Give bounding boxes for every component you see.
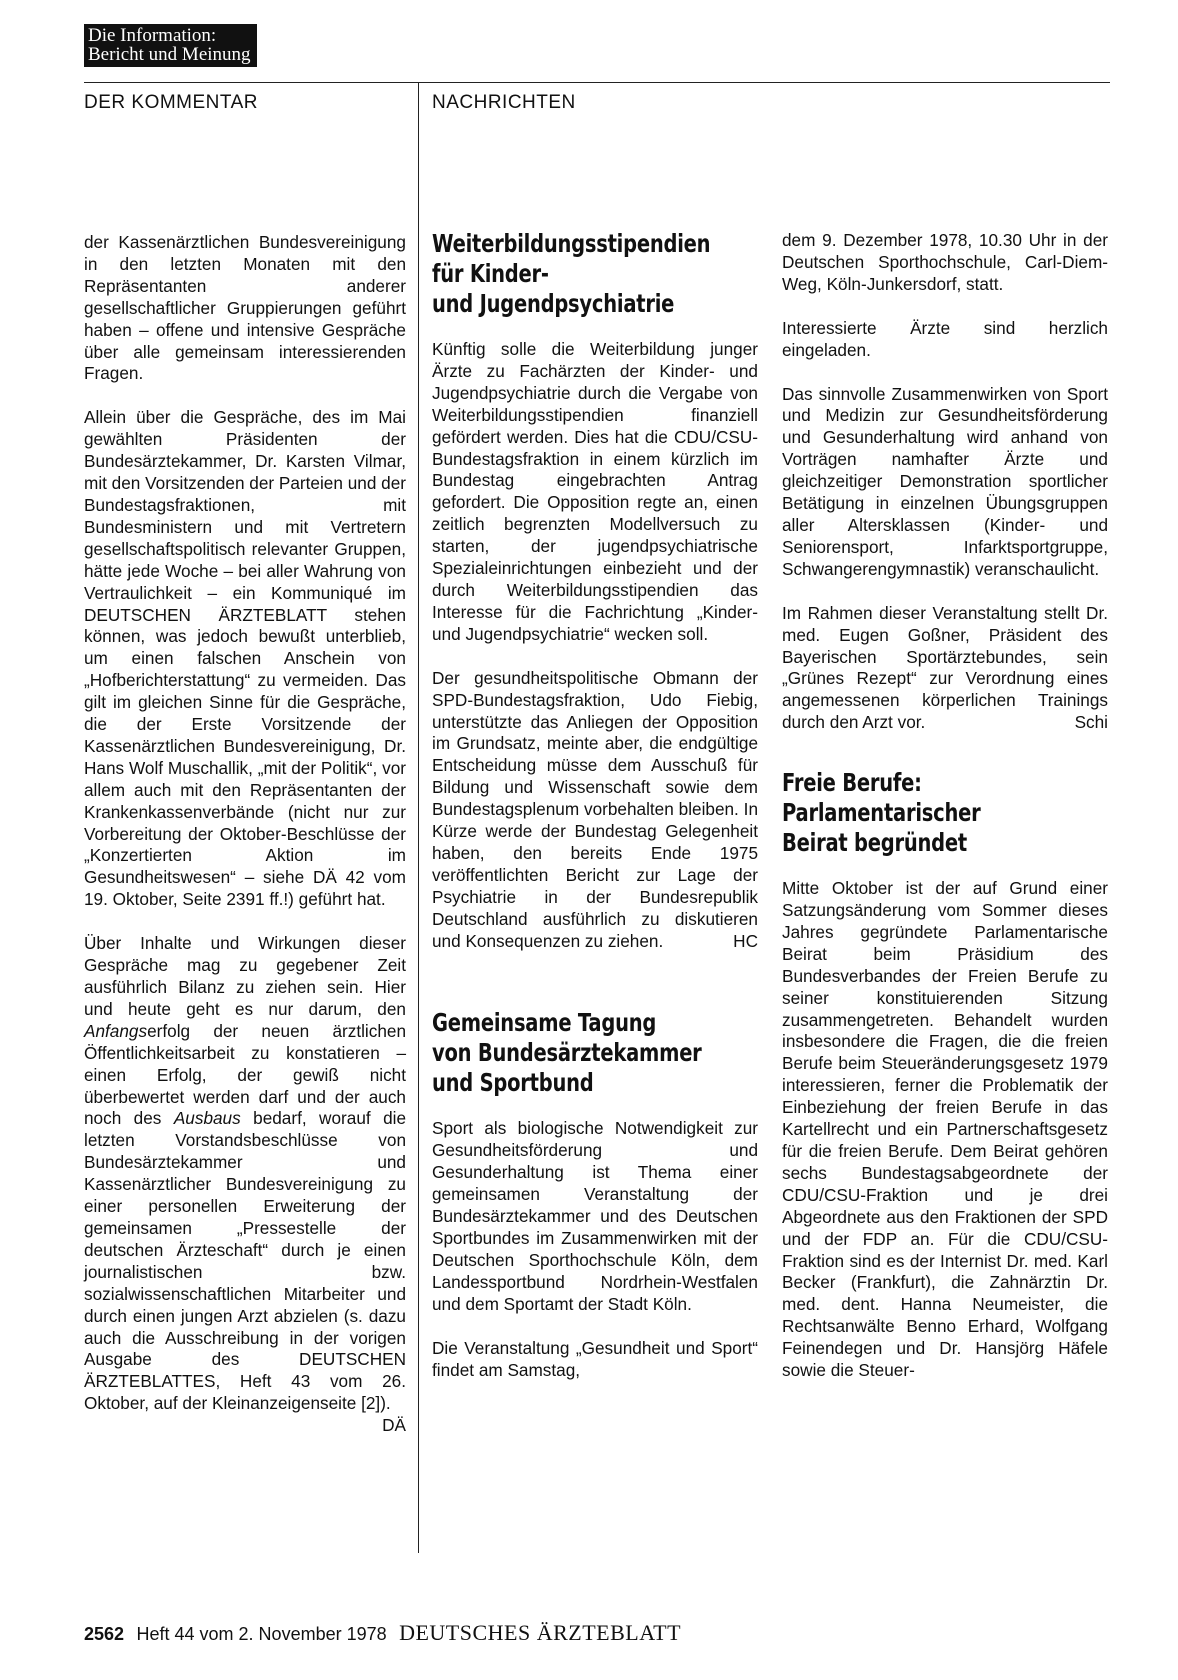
article-paragraph: Die Veranstaltung „Gesundheit und Sport“ findet am Samstag, [432, 1337, 758, 1380]
commentary-paragraph-1: der Kassenärztlichen Bundesvereinigung in den letzten Monaten mit den Repräsentanten anderer gesellschaftlicher Gruppierungen geführt haben – offene und intensive Gespräche über alle gemeinsam interessierenden Fragen. [84, 232, 406, 384]
news-column-2 [432, 229, 758, 1403]
commentary-paragraph-2: Allein über die Gespräche, des im Mai gewählten Präsidenten der Bundesärztekammer, Dr. Karsten Vilmar, mit den Vorsitzenden der Parteien und der Bundestagsfraktionen, mit Bundesministern und mit Vertretern gesellschaftspolitisch relevanter Gruppen, hätte jede Woche – bei aller Wahrung von Vertraulichkeit – ein Kommuniqué im DEUTSCHEN ÄRZTEBLATT stehen können, was jedoch bewußt unterblieb, um einen falschen Anschein von „Hofberichterstattung“ zu vermeiden. Das gilt im gleichen Sinne für die Gespräche, die der Erste Vorsitzende der Kassenärztlichen Bundesvereinigung, Dr. Hans Wolf Muschallik, „mit der Politik“, vor allem auch mit den Repräsentanten der Krankenkassenverbände (nicht nur zur Vorbereitung der Oktober-Beschlüsse der „Konzertierten Aktion im Gesundheitswesen“ – siehe DÄ 42 vom 19. Oktober, Seite 2391 ff.!) geführt hat. [84, 407, 406, 910]
issue-info: Heft 44 vom 2. November 1978 [136, 1624, 387, 1644]
author-signature: HC [733, 930, 758, 951]
article-paragraph: Künftig solle die Weiterbildung junger Ärzte zu Fachärzten der Kinder- und Jugendpsychiatrie durch die Vergabe von Weiterbildungsstipendien finanziell gefördert werden. Dies hat die CDU/CSU-Bundestagsfraktion in einem kürzlich im Bundestag eingebrachten Antrag gefordert. Die Opposition regte an, einen zeitlich begrenzten Modellversuch zu starten, der jugendpsychiatrische Spezialeinrichtungen einbezieht und der durch Weiterbildungsstipendien das Interesse für die Fachrichtung „Kinder- und Jugendpsychiatrie“ wecken soll. [432, 339, 758, 644]
news-column-3 [782, 230, 1108, 1404]
page-number: 2562 [84, 1624, 125, 1644]
commentary-paragraph-3: Über Inhalte und Wirkungen dieser Gespräche mag zu gegebener Zeit ausführlich Bilanz zu ziehen sein. Hier und heute geht es nur darum, den Anfangserfolg der neuen ärztlichen Öffentlichkeitsarbeit zu konstatieren – einen Erfolg, der gewiß nicht überbewertet werden darf und der auch noch des Ausbaus bedarf, worauf die letzten Vorstandsbeschlüsse von Bundesärztekammer und Kassenärztlicher Bundesvereinigung zu einer personellen Erweiterung der gemeinsamen „Pressestelle der deutschen Ärzteschaft“ durch je einen journalistischen bzw. sozialwissenschaftlichen Mitarbeiter und durch einen jungen Arzt abzielen (s. dazu auch die Ausschreibung in der vorigen Ausgabe des DEUTSCHEN ÄRZTEBLATTES, Heft 43 vom 26. Oktober, auf der Kleinanzeigenseite [2]). DÄ [84, 933, 406, 1436]
emphasis-ausbaus: Ausbaus [173, 1108, 241, 1129]
emphasis-anfangs: Anfangs [84, 1020, 148, 1041]
article-paragraph: Der gesundheitspolitische Obmann der SPD-Bundestagsfraktion, Udo Fiebig, unterstützte das Anliegen der Opposition im Grundsatz, meinte aber, die endgültige Entscheidung müsse dem Ausschuß für Bildung und Wissenschaft sowie dem Bundestagsplenum vorbehalten bleiben. In Kürze werde der Bundestag Gelegenheit haben, den bereits Ende 1975 veröffentlichten Bericht zur Lage der Psychiatrie in der Bundesrepublik Deutschland ausführlich zu diskutieren und Konsequenzen zu ziehen. HC [432, 667, 758, 951]
top-rule [84, 82, 1110, 83]
section-label-nachrichten: NACHRICHTEN [432, 92, 576, 113]
page-footer [84, 1620, 681, 1646]
article-paragraph: Das sinnvolle Zusammenwirken von Sport und Medizin zur Gesundheitsförderung und Gesunderhaltung wird anhand von Vorträgen namhafter Ärzte und gleichzeitiger Demonstration sportlicher Betätigung in einzelnen Übungsgruppen aller Altersklassen (Kinder- und Seniorensport, Infarktsportgruppe, Schwangerengymnastik) veranschaulicht. [782, 383, 1108, 579]
author-signature: Schi [1074, 712, 1108, 733]
section-badge [84, 24, 257, 67]
article-paragraph: Im Rahmen dieser Veranstaltung stellt Dr. med. Eugen Goßner, Präsident des Bayerischen Sportärztebundes, sein „Grünes Rezept“ zur Verordnung eines angemessenen körperlichen Trainings durch den Arzt vor. Schi [782, 602, 1108, 733]
section-label-kommentar: DER KOMMENTAR [84, 92, 258, 113]
headline-gemeinsame-tagung: Gemeinsame Tagung von Bundesärztekammer und Sportbund [432, 1008, 702, 1098]
badge-line-1: Die Information: [88, 25, 217, 46]
headline-freie-berufe: Freie Berufe: Parlamentarischer Beirat begründet [782, 768, 981, 858]
headline-weiterbildung: Weiterbildungsstipendien für Kinder- und Jugendpsychiatrie [432, 229, 711, 318]
article-paragraph: Sport als biologische Notwendigkeit zur Gesundheitsförderung und Gesunderhaltung ist Thema einer gemeinsamen Veranstaltung der Bundesärztekammer und des Deutschen Sportbundes im Zusammenwirken mit der Deutschen Sporthochschule Köln, dem Landessportbund Nordrhein-Westfalen und dem Sportamt der Stadt Köln. [432, 1118, 758, 1314]
commentary-column [84, 232, 406, 1437]
badge-line-2: Bericht und Meinung [88, 44, 251, 65]
author-signature: DÄ [382, 1415, 406, 1436]
publication-name: DEUTSCHES ÄRZTEBLATT [399, 1620, 682, 1645]
article-paragraph: Mitte Oktober ist der auf Grund einer Satzungsänderung vom Sommer dieses Jahres gegründete Parlamentarische Beirat beim Präsidium des Bundesverbandes der Freien Berufe zu seiner konstituierenden Sitzung zusammengetreten. Behandelt wurden insbesondere die Fragen, die die freien Berufe beim Steueränderungsgesetz 1979 interessieren, ferner die Problematik der Einbeziehung der freien Berufe in das Kartellrecht und ein Partnerschaftsgesetz für die freien Berufe. Dem Beirat gehören sechs Bundestagsabgeordnete der CDU/CSU-Fraktion und je drei Abgeordnete aus den Fraktionen der SPD und der FDP an. Für die CDU/CSU-Fraktion sind es der Internist Dr. med. Karl Becker (Frankfurt), die Zahnärztin Dr. med. dent. Hanna Neumeister, die Rechtsanwälte Benno Erhard, Wolfgang Feinendegen und Dr. Hansjörg Häfele sowie die Steuer- [782, 878, 1108, 1381]
article-paragraph: Interessierte Ärzte sind herzlich eingeladen. [782, 317, 1108, 360]
column-divider [418, 83, 419, 1553]
article-paragraph: dem 9. Dezember 1978, 10.30 Uhr in der Deutschen Sporthochschule, Carl-Diem-Weg, Köln-Junkersdorf, statt. [782, 230, 1108, 294]
